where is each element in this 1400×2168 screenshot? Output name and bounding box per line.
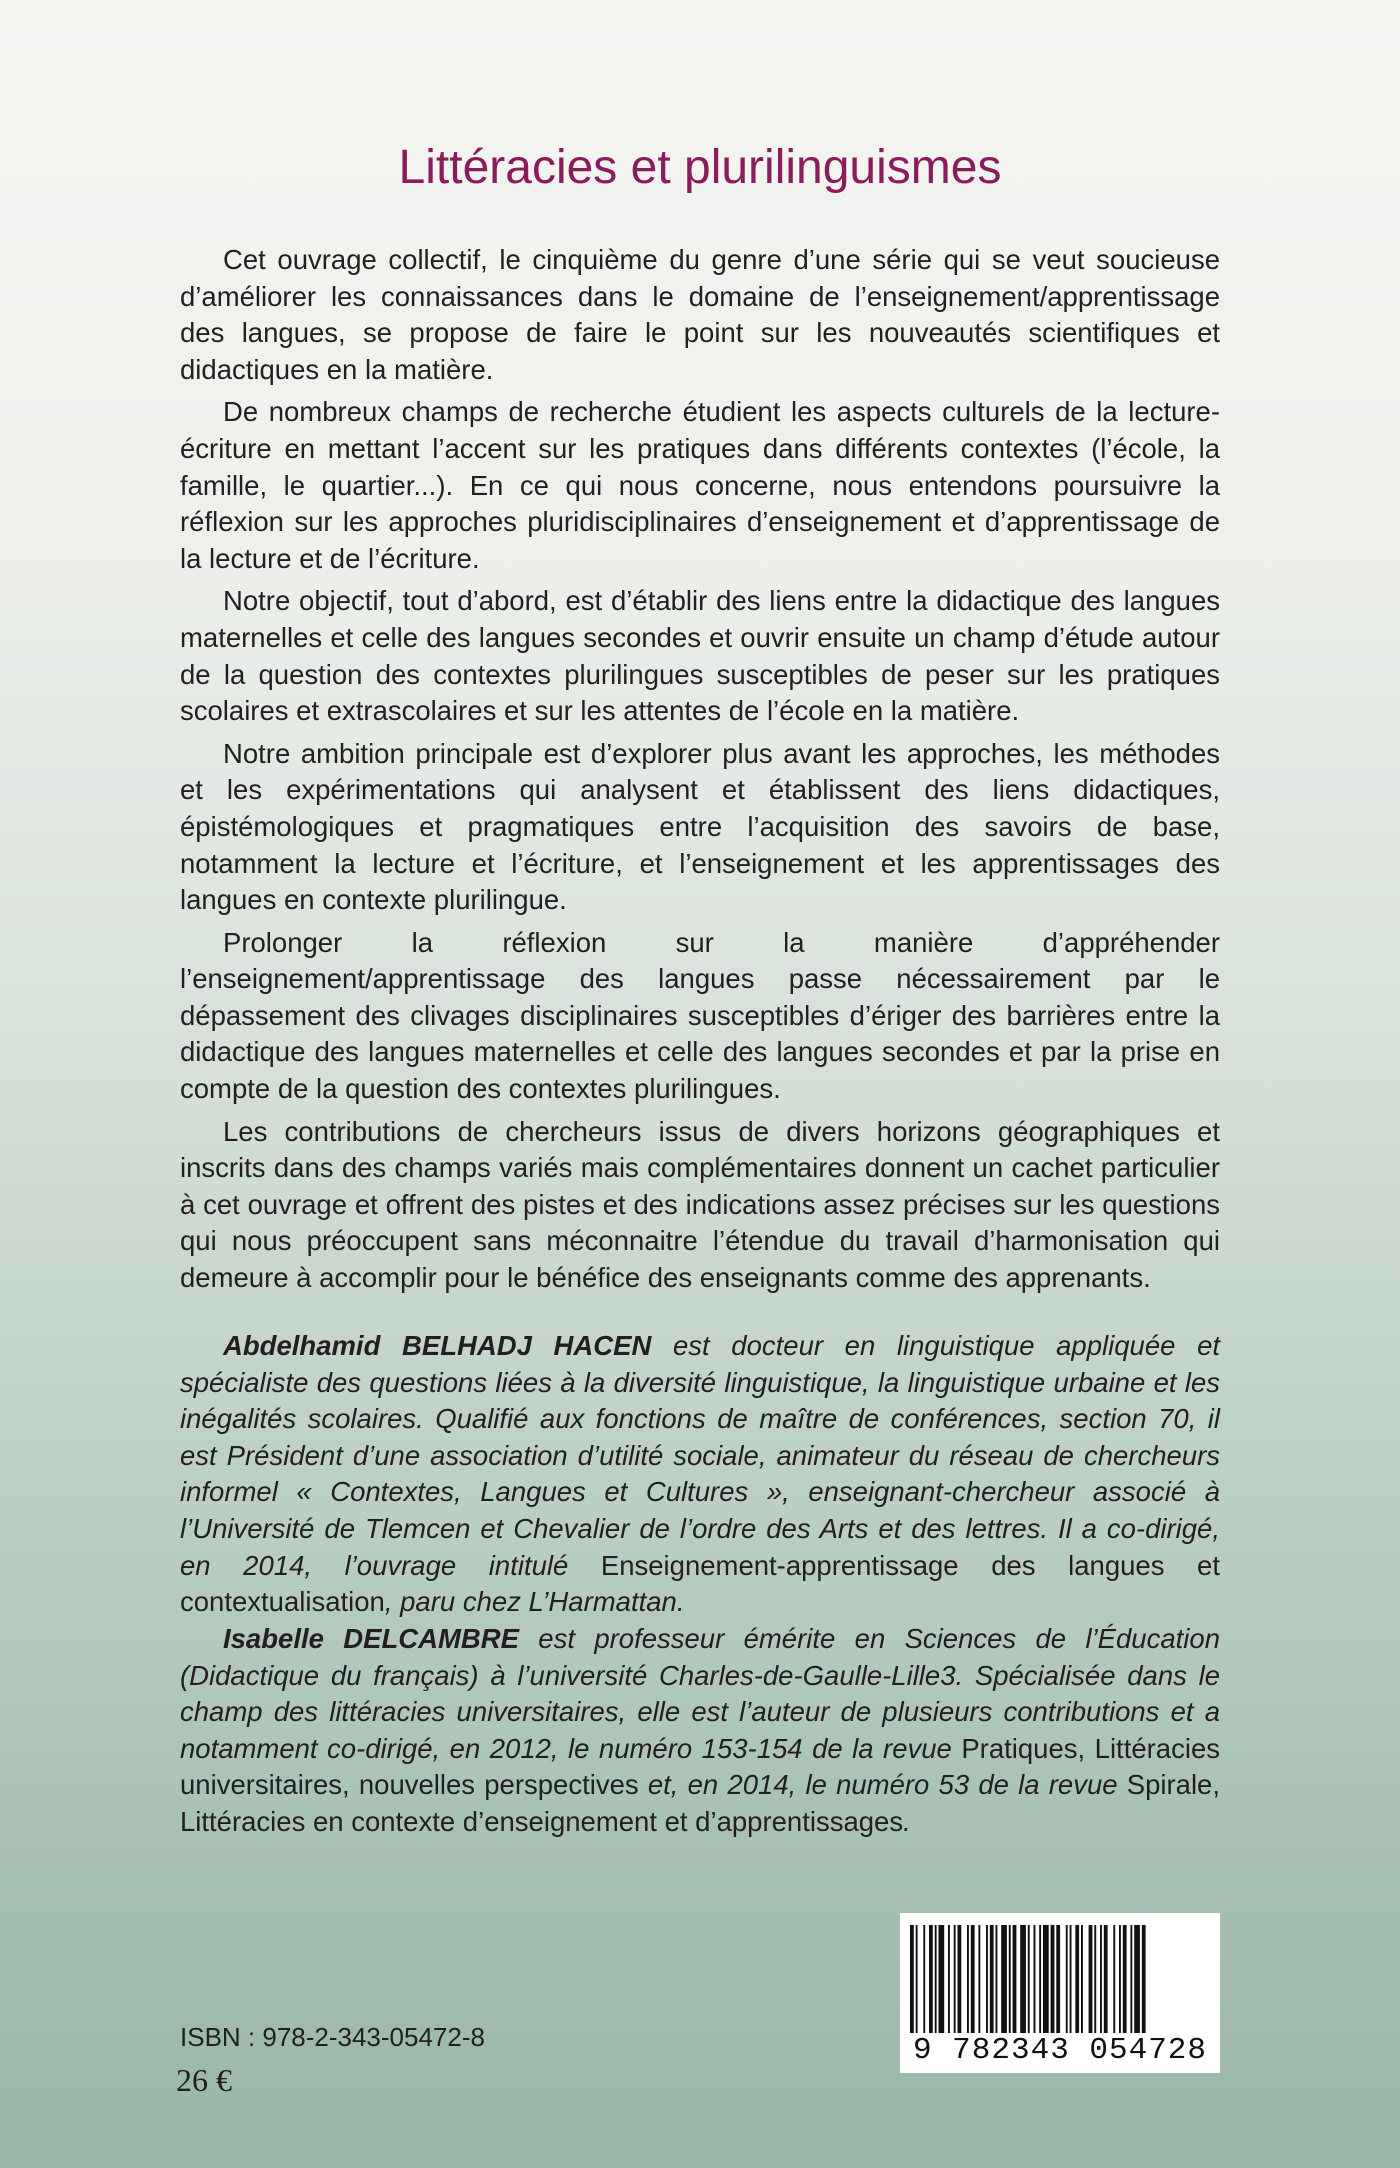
barcode-bar — [916, 1925, 918, 2033]
author-name: Abdelhamid BELHADJ HACEN — [223, 1330, 652, 1361]
barcode-bar — [1104, 1925, 1108, 2033]
summary-paragraph: Les contributions de chercheurs issus de divers horizons géographiques et inscrits dans des champs variés mais complémentaires donnent un cachet particulier à cet ouvrage et offrent des pistes et des indications assez précises sur les questions qui nous préoccupent sans méconnaitre l’étendue du travail d’harmonisation qui demeure à accomplir pour le bénéfice des enseignants comme des apprenants. — [180, 1115, 1220, 1294]
barcode-bar — [1089, 1925, 1093, 2033]
barcode-bar — [978, 1925, 980, 2033]
barcode — [900, 1913, 1220, 2073]
barcode-bar — [958, 1925, 962, 2033]
barcode-bar — [971, 1925, 975, 2033]
barcode-bar — [1119, 1925, 1121, 2033]
journal-reference: Spirale, Littéracies en contexte d’enseignement et d’apprentissages — [180, 1769, 1220, 1837]
barcode-bar — [1039, 1925, 1041, 2033]
price: 26 € — [176, 2062, 232, 2098]
barcode-bar — [1056, 1925, 1060, 2033]
book-title-reference: Enseignement-apprentissage des langues et contextualisation — [180, 1549, 1220, 1618]
barcode-bar — [923, 1925, 925, 2033]
barcode-bar — [929, 1925, 933, 2033]
barcode-bar — [1013, 1925, 1017, 2033]
summary-paragraph: De nombreux champs de recherche étudient les aspects culturels de la lecture-écriture en mettant l’accent sur les pratiques dans différents contextes (l’école, la famille, le quartier...). En ce qui nous concerne, nous entendons poursuivre la réflexion sur les approches pluridisciplinaires d’enseignement et d’apprentissage de la lecture et de l’écriture. — [180, 396, 1220, 574]
barcode-bar — [990, 1925, 994, 2033]
author-bio-belhadj — [180, 1328, 1220, 1621]
bio-text: . — [903, 1805, 911, 1837]
barcode-bars — [910, 1925, 1210, 2033]
author-bio-delcambre — [180, 1621, 1220, 1841]
barcode-bar — [1094, 1925, 1096, 2033]
barcode-bar — [986, 1925, 988, 2033]
bio-text: est professeur émérite en Sciences de l’Éducation (Didactique du français) à l’université Charles-de-Gaulle-Lille3. Spécialisée dans le champ des littéracies universitaires, elle est l’auteur de plusieurs contributions et a notamment co-dirigé, en 2012, le numéro 153-154 de la revue — [180, 1623, 1220, 1764]
barcode-bar — [1081, 1925, 1083, 2033]
barcode-bar — [1075, 1925, 1079, 2033]
summary-text — [180, 242, 1220, 1303]
barcode-bar — [1134, 1925, 1140, 2033]
bio-text: est docteur en linguistique appliquée et spécialiste des questions liées à la diversité linguistique, la linguistique urbaine et les inégalités scolaires. Qualifié aux fonctions de maître de conférences, section 70, il est Président d’une association d’utilité sociale, animateur du réseau de chercheurs informel « Contextes, Langues et Cultures », enseignant-chercheur associé à l’Université de Tlemcen et Chevalier de l’ordre des Arts et des lettres. Il a co-dirigé, en 2014, l’ouvrage intitulé — [180, 1330, 1220, 1581]
summary-paragraph: Cet ouvrage collectif, le cinquième du genre d’une série qui se veut soucieuse d’améliorer les connaissances dans le domaine de l’enseignement/apprentissage des langues, se propose de faire le point sur les nouveautés scientifiques et didactiques en la matière. — [180, 244, 1220, 385]
barcode-bar — [1028, 1925, 1030, 2033]
barcode-bar — [1034, 1925, 1036, 2033]
book-title: Littéracies et plurilinguismes — [398, 141, 1002, 194]
barcode-bar — [935, 1925, 937, 2033]
barcode-bar — [996, 1925, 998, 2033]
bio-text: et, en 2014, le numéro 53 de la revue — [638, 1769, 1127, 1801]
barcode-bar — [910, 1925, 914, 2033]
barcode-bar — [1001, 1925, 1007, 2033]
summary-paragraph: Notre ambition principale est d’explorer plus avant les approches, les méthodes et les expérimentations qui analysent et établissent des liens didactiques, épistémologiques et pragmatiques entre l’acquisition des savoirs de base, notamment la lecture et l’écriture, et l’enseignement et les apprentissages des langues en contexte plurilingue. — [180, 737, 1220, 916]
isbn: ISBN : 978-2-343-05472-8 — [180, 2022, 485, 2052]
barcode-bar — [1009, 1925, 1011, 2033]
author-name: Isabelle DELCAMBRE — [223, 1623, 519, 1654]
summary-paragraph: Prolonger la réflexion sur la manière d’appréhender l’enseignement/apprentissage des langues passe nécessairement par le dépassement des clivages disciplinaires susceptibles d’ériger des barrières entre la didactique des langues maternelles et celle des langues secondes et par la prise en compte de la question des contextes plurilingues. — [180, 926, 1220, 1105]
barcode-bar — [1113, 1925, 1115, 2033]
summary-paragraph: Notre objectif, tout d’abord, est d’établir des liens entre la didactique des langues maternelles et celle des langues secondes et ouvrir ensuite un champ d’étude autour de la question des contextes plurilingues susceptibles de peser sur les pratiques scolaires et extrascolaires et sur les attentes de l’école en la matière. — [180, 585, 1220, 727]
barcode-bar — [954, 1925, 956, 2033]
barcode-bar — [1043, 1925, 1049, 2033]
barcode-digits: 9 782343 054728 — [912, 2033, 1208, 2068]
barcode-bar — [939, 1925, 945, 2033]
barcode-bar — [1130, 1925, 1132, 2033]
barcode-bar — [1100, 1925, 1102, 2033]
barcode-bar — [1070, 1925, 1072, 2033]
barcode-bar — [967, 1925, 969, 2033]
barcode-bar — [1020, 1925, 1026, 2033]
barcode-bar — [1051, 1925, 1055, 2033]
barcode-bar — [1142, 1925, 1146, 2033]
barcode-bar — [1123, 1925, 1127, 2033]
barcode-bar — [948, 1925, 950, 2033]
journal-reference: Pratiques, Littéracies universitaires, nouvelles perspectives — [180, 1732, 1220, 1801]
bio-text: , paru chez L’Harmattan. — [384, 1586, 685, 1618]
barcode-bar — [1066, 1925, 1068, 2033]
